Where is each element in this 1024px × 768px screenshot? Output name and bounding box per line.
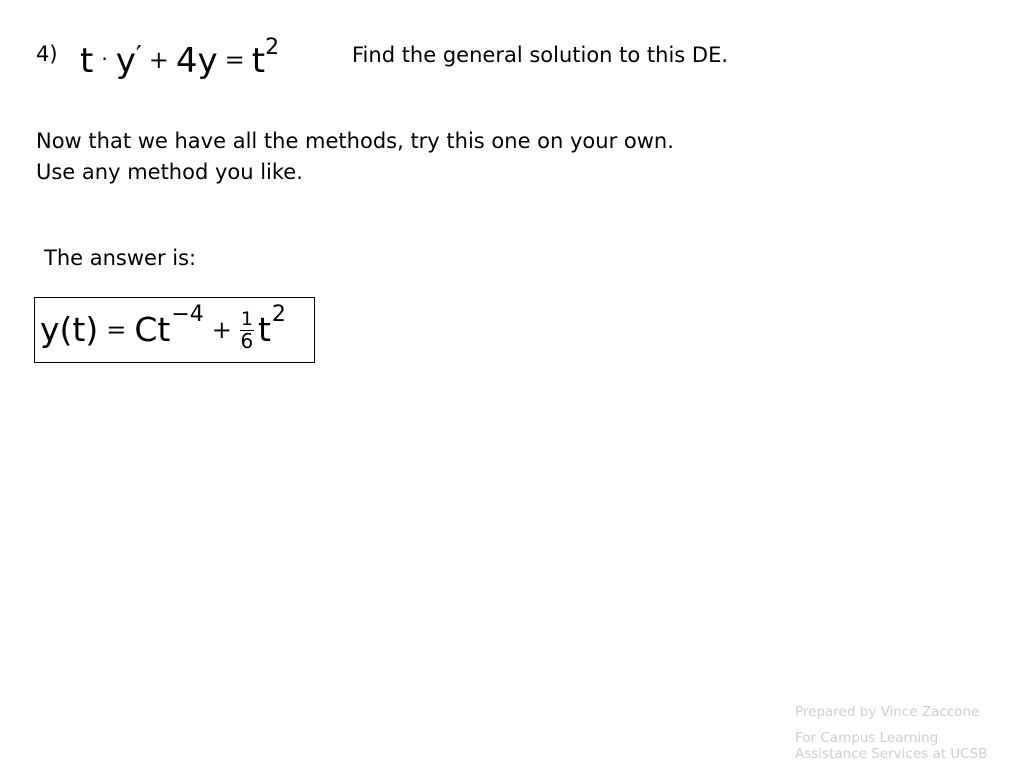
answer-term1-base: Ct [134, 310, 171, 349]
problem-number: 4) [36, 42, 58, 66]
eq-rhs-exponent: 2 [265, 35, 280, 60]
fraction-denominator: 6 [240, 328, 254, 353]
eq-plus: + [148, 46, 169, 74]
credit-organization-line-1: For Campus Learning [795, 730, 939, 746]
problem-instruction: Find the general solution to this DE. [352, 43, 729, 67]
eq-equals: = [224, 46, 245, 74]
credit-organization [795, 730, 987, 762]
credit-organization-line-2: Assistance Services at UCSB [795, 746, 988, 762]
answer-label: The answer is: [44, 246, 197, 270]
answer-fraction [240, 309, 254, 352]
differential-equation [80, 34, 279, 83]
paragraph-line-1: Now that we have all the methods, try this one on your own. [36, 129, 674, 153]
fraction-numerator: 1 [240, 307, 253, 330]
answer-equals: = [106, 316, 127, 344]
answer-plus: + [211, 316, 232, 344]
eq-term2: 4y [175, 41, 218, 81]
instructions-paragraph [36, 126, 674, 188]
answer-equation: y(t) = Ct $^{-4}$ + $\frac{1}{6}$ t $^2$ [40, 305, 286, 355]
answer-lhs: y(t) [40, 310, 99, 349]
credit-prepared-by: Prepared by Vince Zaccone [795, 704, 980, 720]
eq-prime: ′ [135, 41, 142, 71]
eq-cdot: · [101, 47, 108, 71]
eq-t: t [80, 41, 94, 81]
eq-y: y [115, 41, 136, 81]
eq-rhs-base: t [251, 41, 266, 81]
paragraph-line-2: Use any method you like. [36, 160, 303, 184]
answer-term2-base: t [257, 310, 271, 349]
